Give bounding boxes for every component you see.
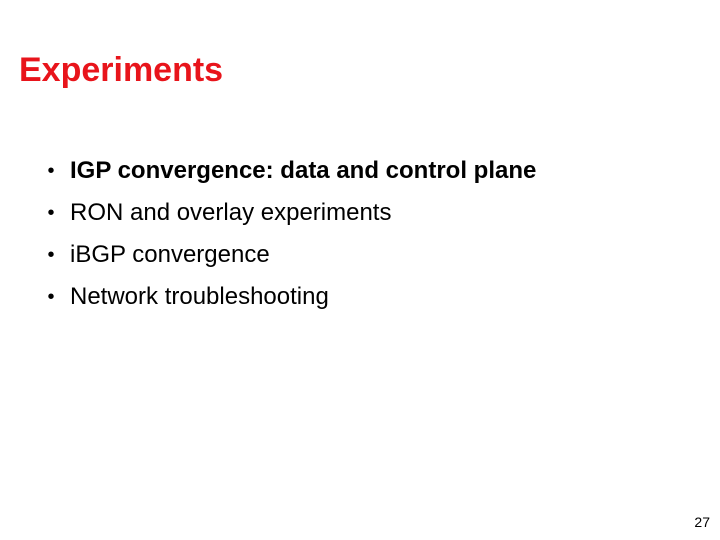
- bullet-icon: •: [47, 202, 55, 224]
- bullet-icon: •: [47, 244, 55, 266]
- slide-title: Experiments: [19, 51, 224, 89]
- bullet-text: Network troubleshooting: [70, 283, 329, 310]
- bullet-icon: •: [47, 160, 55, 182]
- bullet-text: RON and overlay experiments: [70, 199, 392, 226]
- page-number: 27: [694, 514, 710, 530]
- bullet-text: IGP convergence: data and control plane: [70, 157, 537, 184]
- bullet-icon: •: [47, 286, 55, 308]
- bullet-text: iBGP convergence: [70, 241, 270, 268]
